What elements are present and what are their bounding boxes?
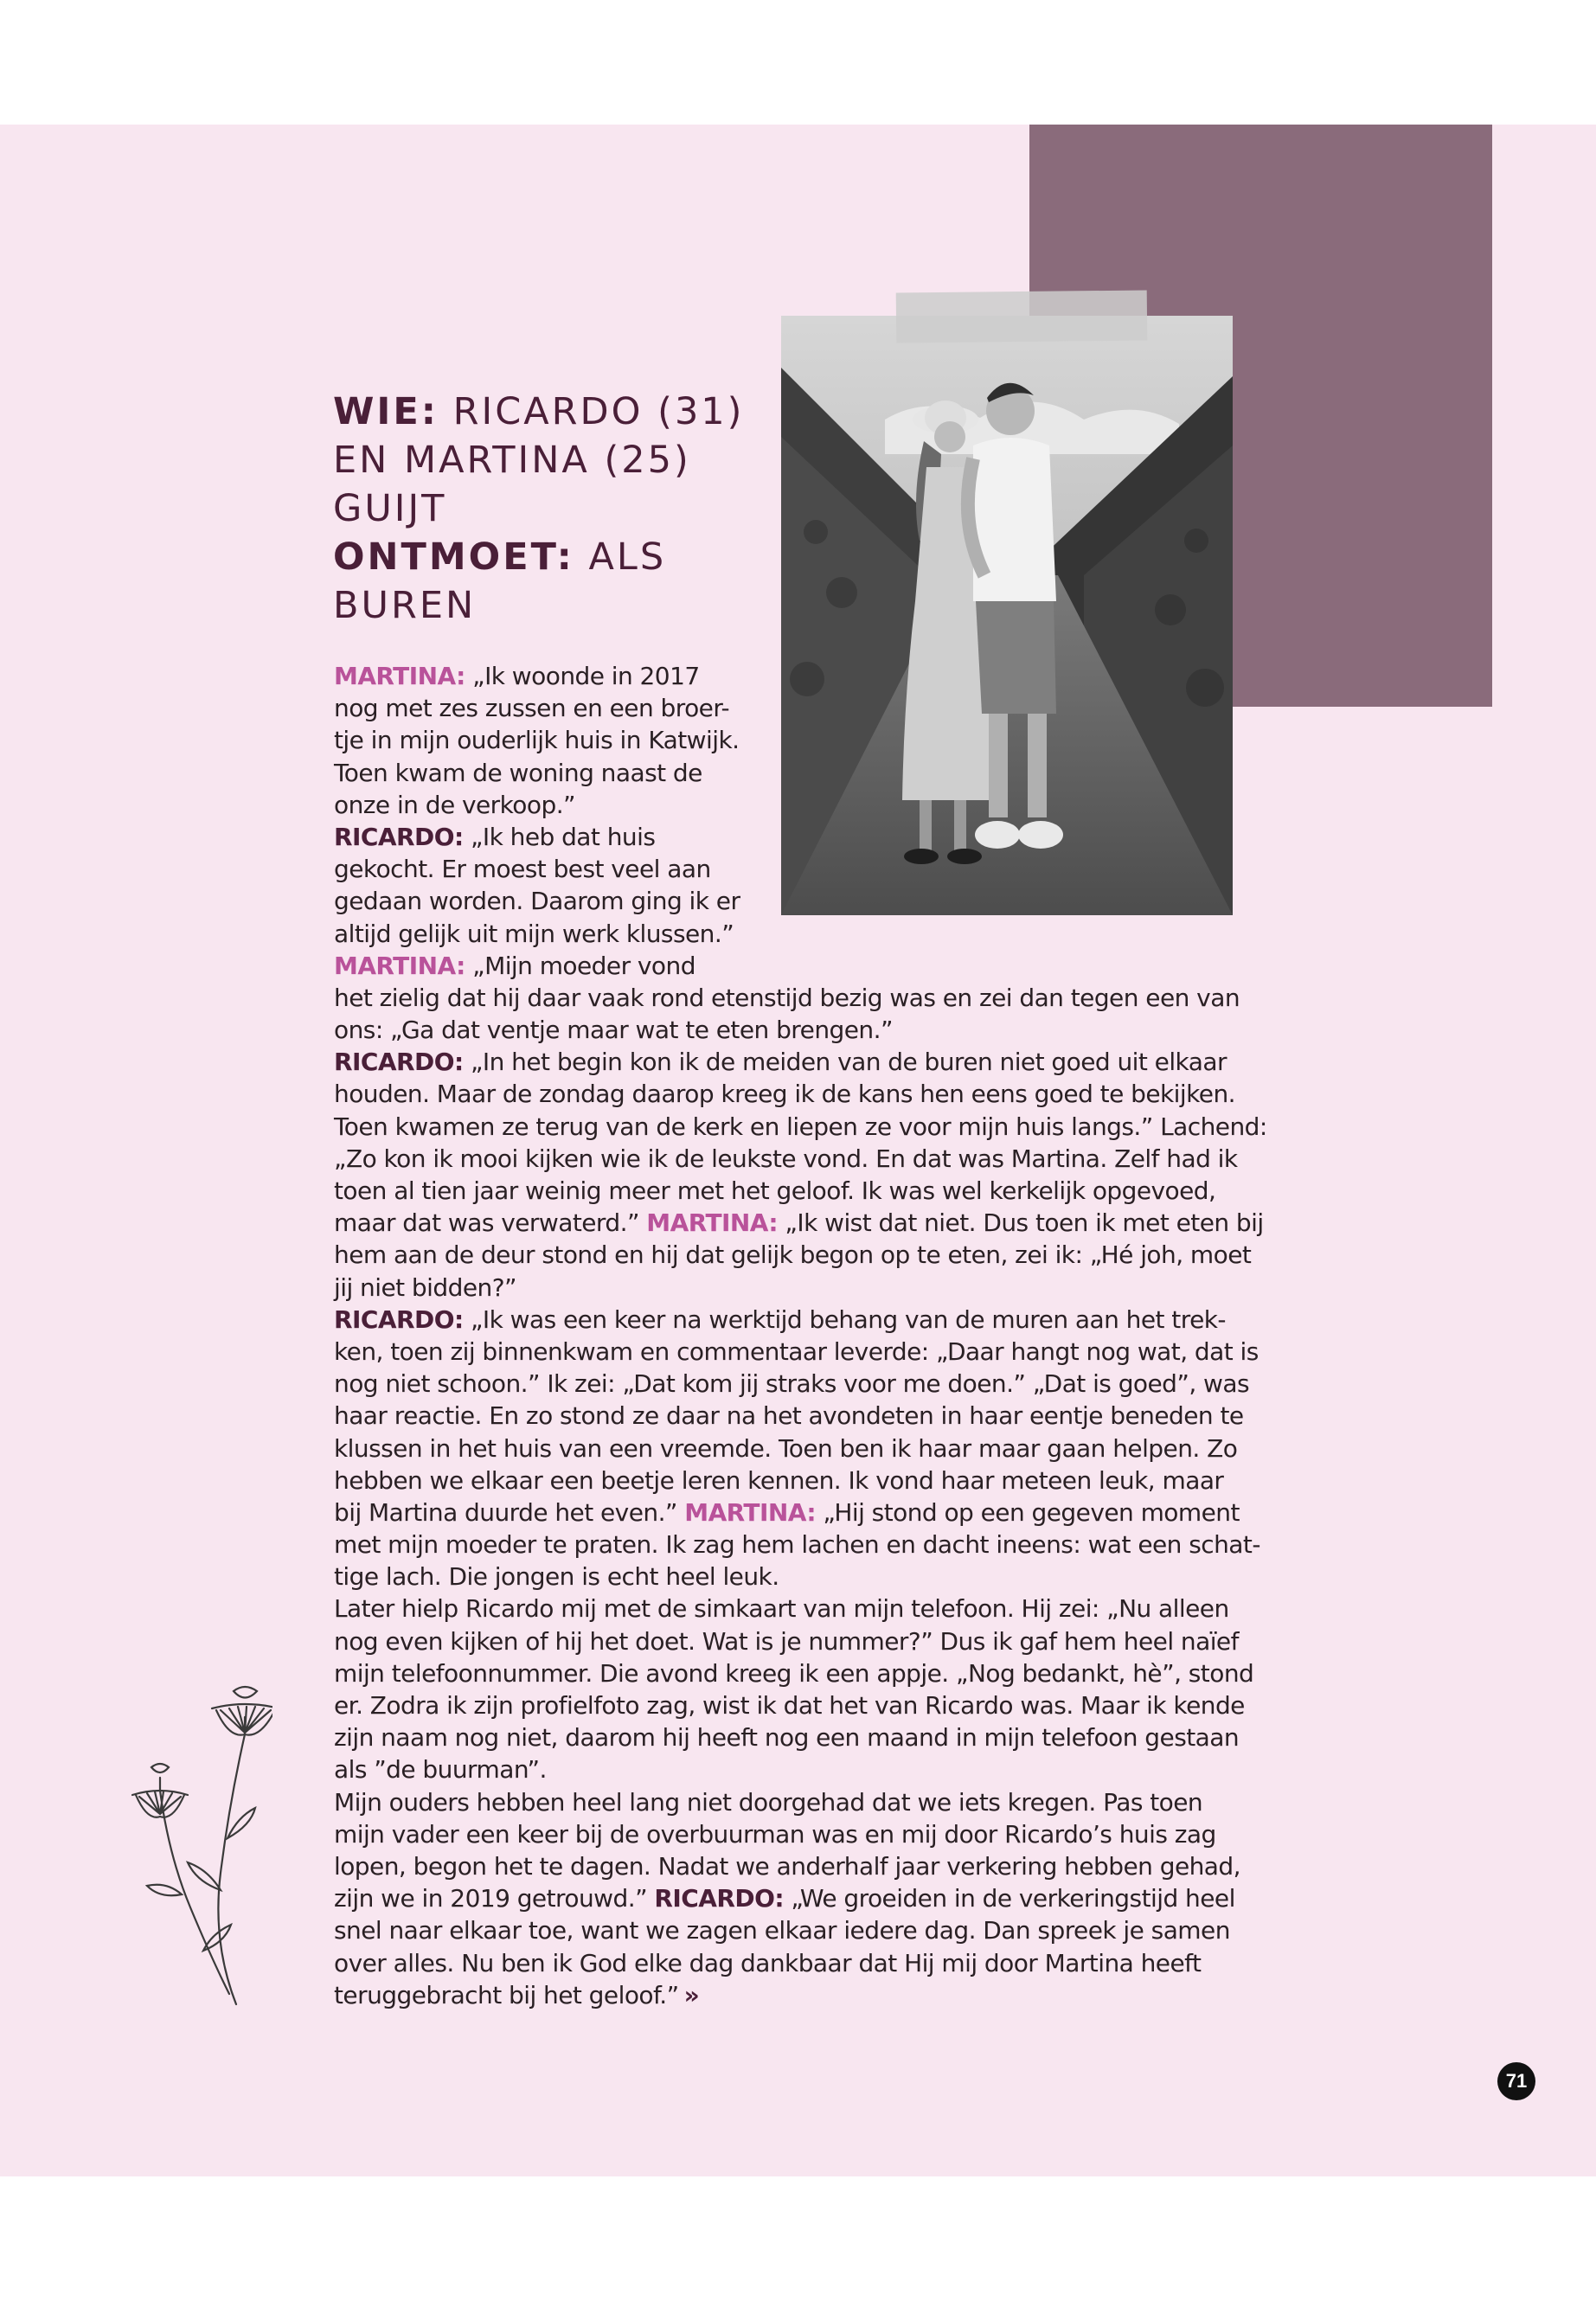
article-heading xyxy=(333,388,783,630)
article-text: altijd gelijk uit mijn werk klussen.” xyxy=(334,919,734,948)
article-text: „Mijn moeder vond xyxy=(465,951,695,980)
speaker-label-martina: MARTINA: xyxy=(334,951,465,980)
page-number: 71 xyxy=(1497,2062,1535,2100)
article-line xyxy=(334,1336,1267,1368)
article-text: mijn telefoonnummer. Die avond kreeg ik een appje. „Nog bedankt, hè”, stond xyxy=(334,1658,1254,1688)
speaker-label-martina: MARTINA: xyxy=(334,662,465,690)
article-text: Later hielp Ricardo mij met de simkaart van mijn telefoon. Hij zei: „Nu alleen xyxy=(334,1594,1229,1624)
article-text: „Zo kon ik mooi kijken wie ik de leukste vond. En dat was Martina. Zelf had ik xyxy=(334,1144,1238,1173)
article-line xyxy=(334,1400,1267,1432)
article-text: Toen kwam de woning naast de xyxy=(334,758,702,787)
who-label: WIE: xyxy=(333,390,439,433)
article-line xyxy=(334,1979,1267,2011)
article-line xyxy=(334,1914,1267,1946)
article-text: hem aan de deur stond en hij dat gelijk begon op te eten, zei ik: „Hé joh, moet xyxy=(334,1240,1252,1270)
article-line xyxy=(334,1689,1267,1721)
article-text: maar dat was verwaterd.” xyxy=(334,1208,647,1238)
article-text: nog even kijken of hij het doet. Wat is je nummer?” Dus ik gaf hem heel naïef xyxy=(334,1626,1239,1656)
article-line xyxy=(334,1143,1267,1175)
article-line xyxy=(334,982,1267,1014)
article-text: jij niet bidden?” xyxy=(334,1272,516,1302)
article-text: er. Zodra ik zijn profielfoto zag, wist ik dat het van Ricardo was. Maar ik kende xyxy=(334,1691,1245,1720)
article-text: nog niet schoon.” Ik zei: „Dat kom jij straks voor me doen.” „Dat is goed”, was xyxy=(334,1369,1250,1399)
article-text: bij Martina duurde het even.” xyxy=(334,1497,685,1527)
speaker-label-ricardo: RICARDO: xyxy=(654,1884,785,1913)
article-line xyxy=(334,692,1267,724)
article-text: onze in de verkoop.” xyxy=(334,790,575,819)
article-text: als ”de buurman”. xyxy=(334,1755,547,1785)
article-text: klussen in het huis van een vreemde. Toen ben ik haar maar gaan helpen. Zo xyxy=(334,1433,1238,1463)
article-text: zijn we in 2019 getrouwd.” xyxy=(334,1884,655,1913)
article-text: hebben we elkaar een beetje leren kennen. Ik vond haar meteen leuk, maar xyxy=(334,1465,1224,1495)
article-text: „In het begin kon ik de meiden van de buren niet goed uit elkaar xyxy=(463,1048,1227,1077)
article-text: het zielig dat hij daar vaak rond etenstijd bezig was en zei dan tegen een van xyxy=(334,983,1240,1012)
article-text: nog met zes zussen en een broer- xyxy=(334,694,730,723)
article-line xyxy=(334,1818,1267,1850)
article-line xyxy=(334,1111,1267,1143)
article-line xyxy=(334,1786,1267,1818)
article-text: tje in mijn ouderlijk huis in Katwijk. xyxy=(334,726,740,755)
article-text: over alles. Nu ben ik God elke dag dankbaar dat Hij mij door Martina heeft xyxy=(334,1948,1202,1977)
article-line xyxy=(334,1657,1267,1689)
article-line xyxy=(334,1239,1267,1271)
who-names-line3: GUIJT xyxy=(333,487,447,530)
article-text: haar reactie. En zo stond ze daar na het avondeten in haar eentje beneden te xyxy=(334,1401,1244,1431)
article-line xyxy=(334,885,1267,917)
article-line xyxy=(334,660,1267,692)
article-line xyxy=(334,1078,1267,1110)
article-text: „Ik was een keer na werktijd behang van de muren aan het trek- xyxy=(463,1304,1226,1334)
article-text: gekocht. Er moest best veel aan xyxy=(334,855,711,884)
article-line xyxy=(334,1465,1267,1497)
flower-illustration-icon xyxy=(99,1665,272,2011)
speaker-label-martina: MARTINA: xyxy=(646,1208,779,1238)
article-line xyxy=(334,1561,1267,1593)
article-line xyxy=(334,1497,1267,1529)
article-line xyxy=(334,1046,1267,1078)
article-text: mijn vader een keer bij de overbuurman was en mij door Ricardo’s huis zag xyxy=(334,1819,1216,1849)
article-line xyxy=(334,853,1267,885)
photo-tape xyxy=(896,290,1148,343)
article-text: snel naar elkaar toe, want we zagen elkaar iedere dag. Dan spreek je samen xyxy=(334,1916,1230,1945)
article-text: Mijn ouders hebben heel lang niet doorgehad dat we iets kregen. Pas toen xyxy=(334,1787,1203,1817)
article-line xyxy=(334,1882,1267,1914)
article-line xyxy=(334,789,1267,821)
who-names-line1: RICARDO (31) xyxy=(452,390,745,433)
article-text: toen al tien jaar weinig meer met het geloof. Ik was wel kerkelijk opgevoed, xyxy=(334,1176,1216,1205)
article-line xyxy=(334,757,1267,789)
article-line xyxy=(334,1753,1267,1785)
article-line xyxy=(334,1304,1267,1336)
article-line xyxy=(334,1947,1267,1979)
article-text: teruggebracht bij het geloof.” xyxy=(334,1980,679,2009)
article-text: „Hij stond op een gegeven moment xyxy=(816,1497,1240,1527)
speaker-label-ricardo: RICARDO: xyxy=(334,822,464,851)
article-line xyxy=(334,1850,1267,1882)
speaker-label-ricardo: RICARDO: xyxy=(334,1304,464,1334)
who-names-line2: EN MARTINA (25) xyxy=(333,439,691,482)
article-line xyxy=(334,821,1267,853)
article-line xyxy=(334,1625,1267,1657)
met-label: ONTMOET: xyxy=(333,535,574,579)
met-value-line1: ALS xyxy=(588,535,667,579)
article-line xyxy=(334,1721,1267,1753)
article-line xyxy=(334,1207,1267,1239)
article-text: ons: „Ga dat ventje maar wat te eten brengen.” xyxy=(334,1016,893,1045)
article-line xyxy=(334,1529,1267,1561)
article-line xyxy=(334,1175,1267,1207)
article-text: „Ik heb dat huis xyxy=(463,822,656,851)
article-line xyxy=(334,1272,1267,1304)
article-text: met mijn moeder te praten. Ik zag hem lachen en dacht ineens: wat een schat- xyxy=(334,1530,1260,1560)
article-text: Toen kwamen ze terug van de kerk en liepen ze voor mijn huis langs.” Lachend: xyxy=(334,1112,1267,1141)
speaker-label-ricardo: RICARDO: xyxy=(334,1048,464,1077)
article-line xyxy=(334,950,1267,982)
article-line xyxy=(334,1014,1267,1046)
article-text: „We groeiden in de verkeringstijd heel xyxy=(784,1884,1235,1913)
article-text: lopen, begon het te dagen. Nadat we anderhalf jaar verkering hebben gehad, xyxy=(334,1851,1240,1881)
article-text: ken, toen zij binnenkwam en commentaar leverde: „Daar hangt nog wat, dat is xyxy=(334,1336,1259,1366)
article-text: tige lach. Die jongen is echt heel leuk. xyxy=(334,1562,779,1592)
article-text: houden. Maar de zondag daarop kreeg ik de kans hen eens goed te bekijken. xyxy=(334,1080,1236,1109)
article-line xyxy=(334,1433,1267,1465)
speaker-label-martina: MARTINA: xyxy=(684,1497,817,1527)
article-text: „Ik woonde in 2017 xyxy=(465,662,700,690)
article-line xyxy=(334,1593,1267,1625)
article-line xyxy=(334,1368,1267,1400)
continue-arrow-icon: » xyxy=(683,1980,700,2009)
article-body xyxy=(334,660,1267,2011)
met-value-line2: BUREN xyxy=(333,584,477,627)
article-line xyxy=(334,918,1267,950)
article-line xyxy=(334,724,1267,756)
article-text: „Ik wist dat niet. Dus toen ik met eten bij xyxy=(778,1208,1264,1238)
article-text: zijn naam nog niet, daarom hij heeft nog een maand in mijn telefoon gestaan xyxy=(334,1723,1240,1753)
article-text: gedaan worden. Daarom ging ik er xyxy=(334,887,740,916)
